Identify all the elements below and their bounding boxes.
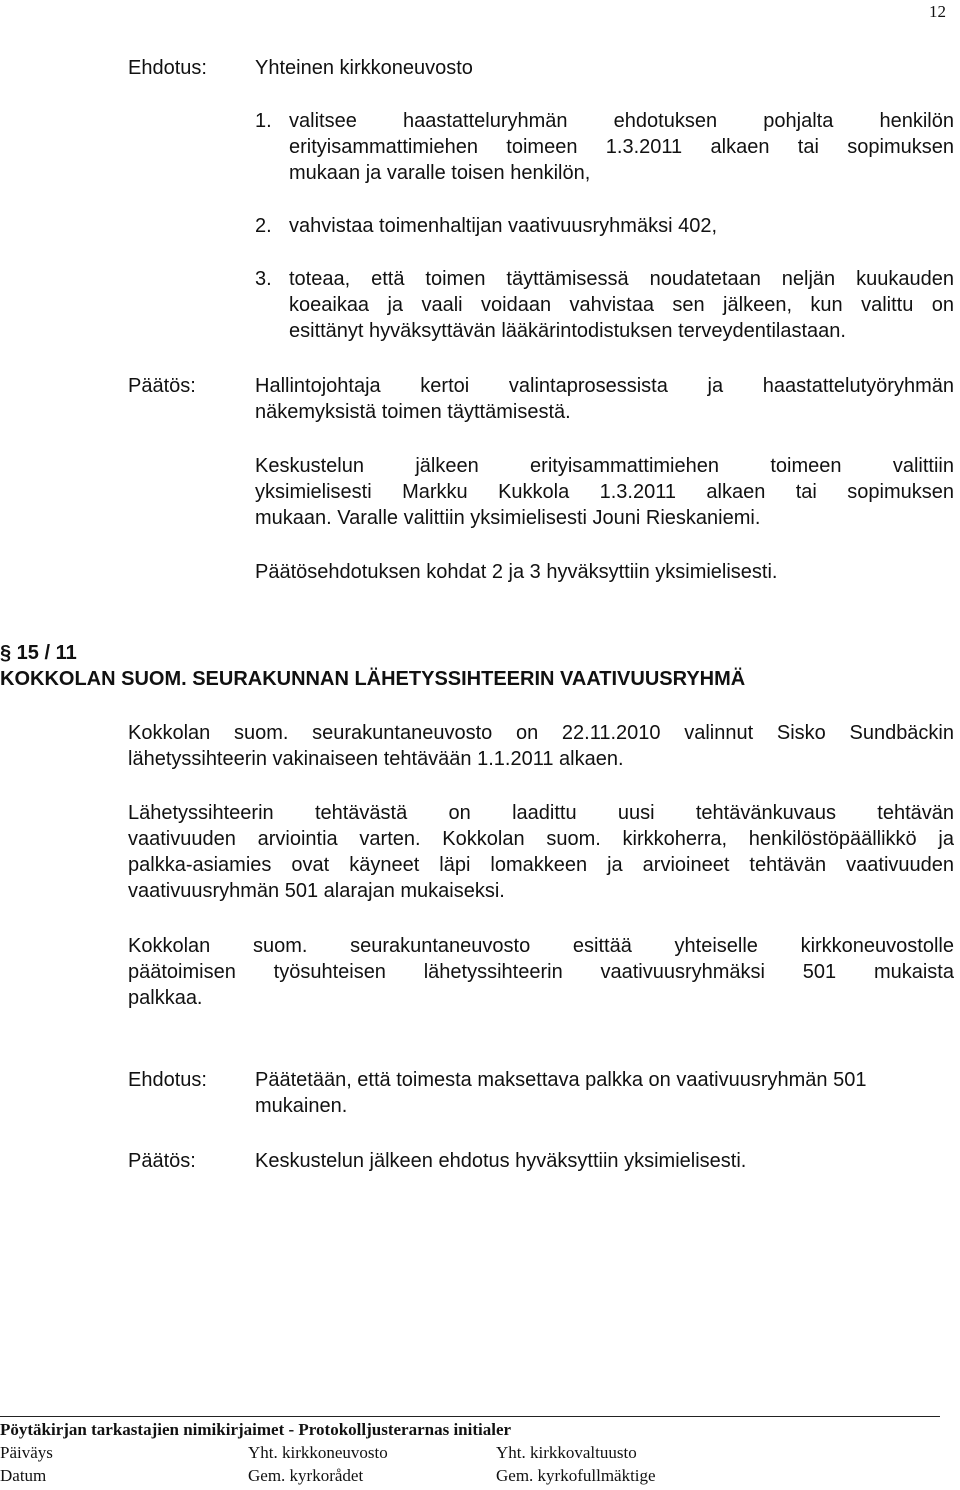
item-line: vahvistaa toimenhaltijan vaativuusryhmäksi 402, xyxy=(289,215,717,237)
section-number: § 15 / 11 xyxy=(0,642,77,664)
ehdotus-label: Ehdotus: xyxy=(128,1069,207,1091)
paatos-label: Päätös: xyxy=(128,1150,196,1172)
ehdotus-label: Ehdotus: xyxy=(128,57,207,79)
section-line: vaativuusryhmän 501 alarajan mukaiseksi. xyxy=(128,880,505,902)
paatos-label: Päätös: xyxy=(128,375,196,397)
item-line: esittänyt hyväksyttävän lääkärintodistuksen terveydentilastaan. xyxy=(289,320,846,342)
ehdotus-line: Päätetään, että toimesta maksettava palkka on vaativuusryhmän 501 xyxy=(255,1069,867,1091)
item-line: valitsee haastatteluryhmän ehdotuksen pohjalta henkilön xyxy=(289,110,954,132)
paatos-line: Keskustelun jälkeen erityisammattimiehen toimeen valittiin xyxy=(255,455,954,477)
footer-cell: Päiväys xyxy=(0,1443,53,1462)
section-line: Kokkolan suom. seurakuntaneuvosto esittää yhteiselle kirkkoneuvostolle xyxy=(128,935,954,957)
footer-cell: Yht. kirkkovaltuusto xyxy=(496,1443,637,1462)
item-line: erityisammattimiehen toimeen 1.3.2011 alkaen tai sopimuksen xyxy=(289,136,954,158)
paatos-line: yksimielisesti Markku Kukkola 1.3.2011 alkaen tai sopimuksen xyxy=(255,481,954,503)
section-line: vaativuuden arviointia varten. Kokkolan suom. kirkkoherra, henkilöstöpäällikkö ja xyxy=(128,828,954,850)
section-line: Kokkolan suom. seurakuntaneuvosto on 22.11.2010 valinnut Sisko Sundbäckin xyxy=(128,722,954,744)
section-title: KOKKOLAN SUOM. SEURAKUNNAN LÄHETYSSIHTEERIN VAATIVUUSRYHMÄ xyxy=(0,668,746,690)
section-line: palkka-asiamies ovat käyneet läpi lomakkeen ja arvioineet tehtävän vaativuuden xyxy=(128,854,954,876)
footer-cell: Datum xyxy=(0,1466,47,1485)
item-line: koeaikaa ja vaali voidaan vahvistaa sen jälkeen, kun valittu on xyxy=(289,294,954,316)
footer-cell: Yht. kirkkoneuvosto xyxy=(248,1443,388,1462)
paatos-line: mukaan. Varalle valittiin yksimielisesti Jouni Rieskaniemi. xyxy=(255,507,761,529)
section-line: lähetyssihteerin vakinaiseen tehtävään 1.1.2011 alkaen. xyxy=(128,748,624,770)
paatos-text: Keskustelun jälkeen ehdotus hyväksyttiin yksimielisesti. xyxy=(255,1150,747,1172)
section-line: päätoimisen työsuhteisen lähetyssihteerin vaativuusryhmäksi 501 mukaista xyxy=(128,961,954,983)
item-number: 1. xyxy=(255,110,272,132)
paatos-line: Hallintojohtaja kertoi valintaprosessista ja haastattelutyöryhmän xyxy=(255,375,954,397)
ehdotus-body: Yhteinen kirkkoneuvosto xyxy=(255,57,473,79)
paatos-line: Päätösehdotuksen kohdat 2 ja 3 hyväksyttiin yksimielisesti. xyxy=(255,561,778,583)
item-number: 3. xyxy=(255,268,272,290)
item-line: mukaan ja varalle toisen henkilön, xyxy=(289,162,591,184)
footer-cell: Gem. kyrkofullmäktige xyxy=(496,1466,656,1485)
section-line: palkkaa. xyxy=(128,987,203,1009)
footer-title: Pöytäkirjan tarkastajien nimikirjaimet - Protokolljusterarnas initialer xyxy=(0,1420,512,1439)
page-number: 12 xyxy=(929,2,946,21)
section-line: Lähetyssihteerin tehtävästä on laadittu uusi tehtävänkuvaus tehtävän xyxy=(128,802,954,824)
ehdotus-line: mukainen. xyxy=(255,1095,348,1117)
footer-cell: Gem. kyrkorådet xyxy=(248,1466,364,1485)
item-number: 2. xyxy=(255,215,272,237)
footer-rule xyxy=(0,1416,940,1417)
paatos-line: näkemyksistä toimen täyttämisestä. xyxy=(255,401,571,423)
item-line: toteaa, että toimen täyttämisessä noudatetaan neljän kuukauden xyxy=(289,268,954,290)
